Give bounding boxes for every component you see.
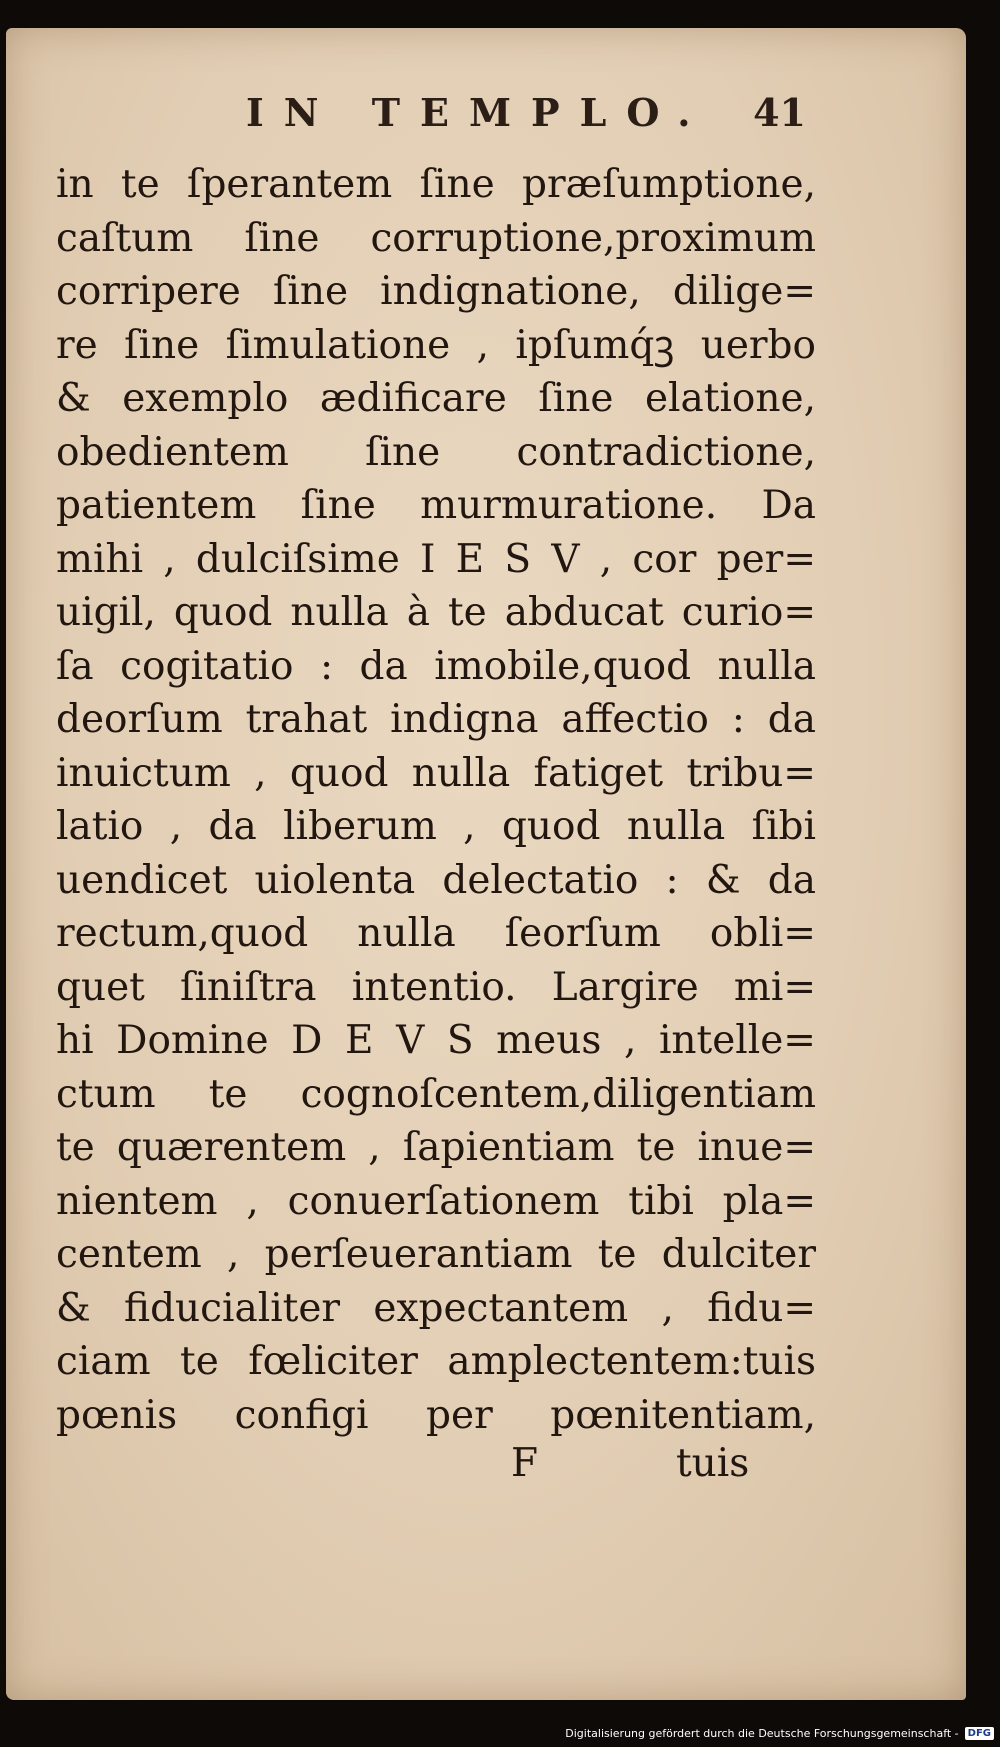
- text-line: mihi , dulciſsime I E S V , cor per=: [56, 536, 816, 582]
- digitization-credit: [565, 1723, 994, 1743]
- credit-text: Digitalisierung gefördert durch die Deutsche Forschungsgemeinschaft -: [565, 1726, 959, 1740]
- text-line: deorſum trahat indigna affectio : da: [56, 697, 816, 742]
- text-line: re ſine ſimulatione , ipſumq́ꝫ uerbo: [56, 322, 816, 368]
- catchword: tuis: [676, 1441, 750, 1486]
- text-line: patientem ſine murmuratione. Da: [56, 483, 816, 528]
- text-line: latio , da liberum , quod nulla ſibi: [56, 804, 816, 849]
- page-number: 41: [753, 90, 806, 135]
- catch-line: [56, 1441, 756, 1495]
- text-line: inuictum , quod nulla fatiget tribu=: [56, 750, 816, 796]
- text-line: te quærentem , ſapientiam te inue=: [56, 1125, 816, 1170]
- text-line: ſa cogitatio : da imobile,quod nulla: [56, 643, 816, 689]
- text-line: centem , perſeuerantiam te dulciter: [56, 1232, 816, 1277]
- text-line: obedientem ſine contradictione,: [56, 429, 816, 475]
- text-line: caſtum ſine corruptione,proximum: [56, 215, 816, 261]
- text-line: ciam te fœliciter amplectentem:tuis: [56, 1339, 816, 1384]
- text-line: rectum,quod nulla ſeorſum obli=: [56, 911, 816, 956]
- dfg-logo: DFG: [965, 1727, 994, 1740]
- text-line: in te ſperantem ſine præſumptione,: [56, 162, 816, 207]
- text-line: uendicet uiolenta delectatio : & da: [56, 857, 816, 903]
- text-line: ctum te cognoſcentem,diligentiam: [56, 1071, 816, 1117]
- text-line: corripere ſine indignatione, dilige=: [56, 269, 816, 314]
- running-head: [86, 90, 806, 146]
- book-page: [6, 28, 966, 1700]
- text-line: & fiducialiter expectantem , fidu=: [56, 1285, 816, 1331]
- running-head-title: IN TEMPLO.: [246, 90, 711, 135]
- text-line: uigil, quod nulla à te abducat curio=: [56, 590, 816, 635]
- text-line: hi Domine D E V S meus , intelle=: [56, 1018, 816, 1063]
- signature-mark: F: [511, 1441, 539, 1486]
- text-line: quet ſiniſtra intentio. Largire mi=: [56, 964, 816, 1010]
- text-line: pœnis configi per pœnitentiam,: [56, 1392, 816, 1438]
- body-text: [56, 158, 816, 1442]
- text-line: nientem , conuerſationem tibi pla=: [56, 1178, 816, 1224]
- text-line: & exemplo ædificare ſine elatione,: [56, 376, 816, 421]
